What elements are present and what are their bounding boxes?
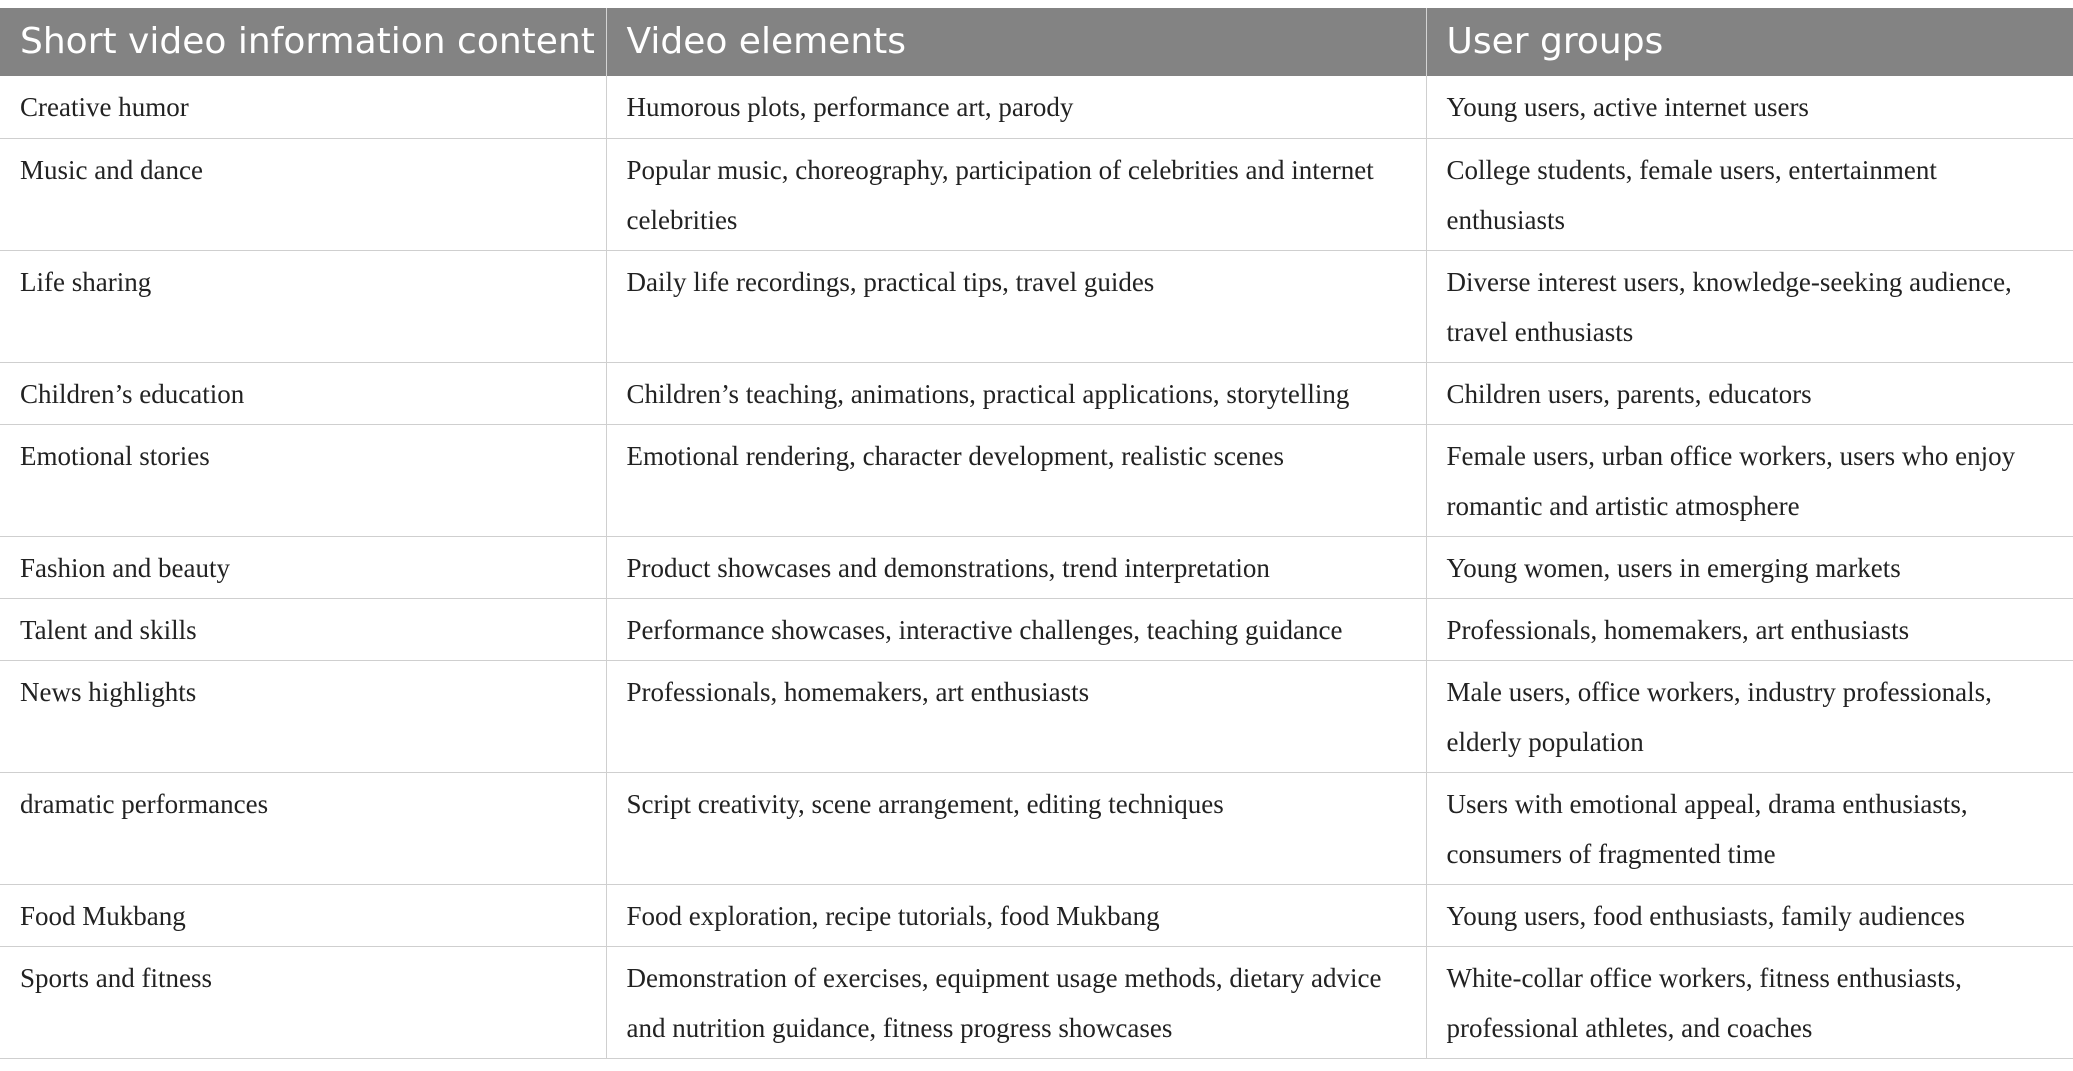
cell-user-groups: Young users, food enthusiasts, family audiences [1426,884,2073,946]
cell-content: Life sharing [0,250,606,362]
cell-elements: Popular music, choreography, participation of celebrities and internet celebrities [606,138,1426,250]
cell-elements: Emotional rendering, character development, realistic scenes [606,424,1426,536]
header-row [0,8,2073,76]
header-cell-user-groups: User groups [1426,8,2073,76]
table-row [0,76,2073,138]
cell-user-groups: Young users, active internet users [1426,76,2073,138]
cell-elements: Daily life recordings, practical tips, travel guides [606,250,1426,362]
table-body [0,76,2073,1058]
cell-content: Emotional stories [0,424,606,536]
cell-content: dramatic performances [0,772,606,884]
cell-content: News highlights [0,660,606,772]
table-row [0,362,2073,424]
content-table [0,8,2073,1059]
cell-user-groups: Professionals, homemakers, art enthusiasts [1426,598,2073,660]
table-row [0,536,2073,598]
cell-elements: Food exploration, recipe tutorials, food Mukbang [606,884,1426,946]
cell-user-groups: Children users, parents, educators [1426,362,2073,424]
cell-content: Talent and skills [0,598,606,660]
table-row [0,884,2073,946]
cell-content: Sports and fitness [0,946,606,1058]
cell-elements: Children’s teaching, animations, practical applications, storytelling [606,362,1426,424]
cell-elements: Humorous plots, performance art, parody [606,76,1426,138]
cell-content: Food Mukbang [0,884,606,946]
cell-elements: Script creativity, scene arrangement, editing techniques [606,772,1426,884]
cell-user-groups: Users with emotional appeal, drama enthusiasts, consumers of fragmented time [1426,772,2073,884]
table-row [0,250,2073,362]
header-cell-content: Short video information content [0,8,606,76]
table-row [0,660,2073,772]
cell-content: Fashion and beauty [0,536,606,598]
cell-user-groups: Male users, office workers, industry professionals, elderly population [1426,660,2073,772]
cell-content: Children’s education [0,362,606,424]
table-row [0,598,2073,660]
table-row [0,138,2073,250]
header-cell-elements: Video elements [606,8,1426,76]
cell-user-groups: Female users, urban office workers, users who enjoy romantic and artistic atmosphere [1426,424,2073,536]
content-table-container [0,8,2073,1059]
cell-user-groups: Diverse interest users, knowledge-seeking audience, travel enthusiasts [1426,250,2073,362]
cell-content: Creative humor [0,76,606,138]
cell-elements: Performance showcases, interactive challenges, teaching guidance [606,598,1426,660]
table-row [0,424,2073,536]
table-header [0,8,2073,76]
table-row [0,946,2073,1058]
cell-user-groups: College students, female users, entertainment enthusiasts [1426,138,2073,250]
cell-elements: Demonstration of exercises, equipment usage methods, dietary advice and nutrition guidance, fitness progress showcases [606,946,1426,1058]
cell-content: Music and dance [0,138,606,250]
cell-user-groups: White-collar office workers, fitness enthusiasts, professional athletes, and coaches [1426,946,2073,1058]
cell-elements: Product showcases and demonstrations, trend interpretation [606,536,1426,598]
cell-user-groups: Young women, users in emerging markets [1426,536,2073,598]
table-row [0,772,2073,884]
cell-elements: Professionals, homemakers, art enthusiasts [606,660,1426,772]
